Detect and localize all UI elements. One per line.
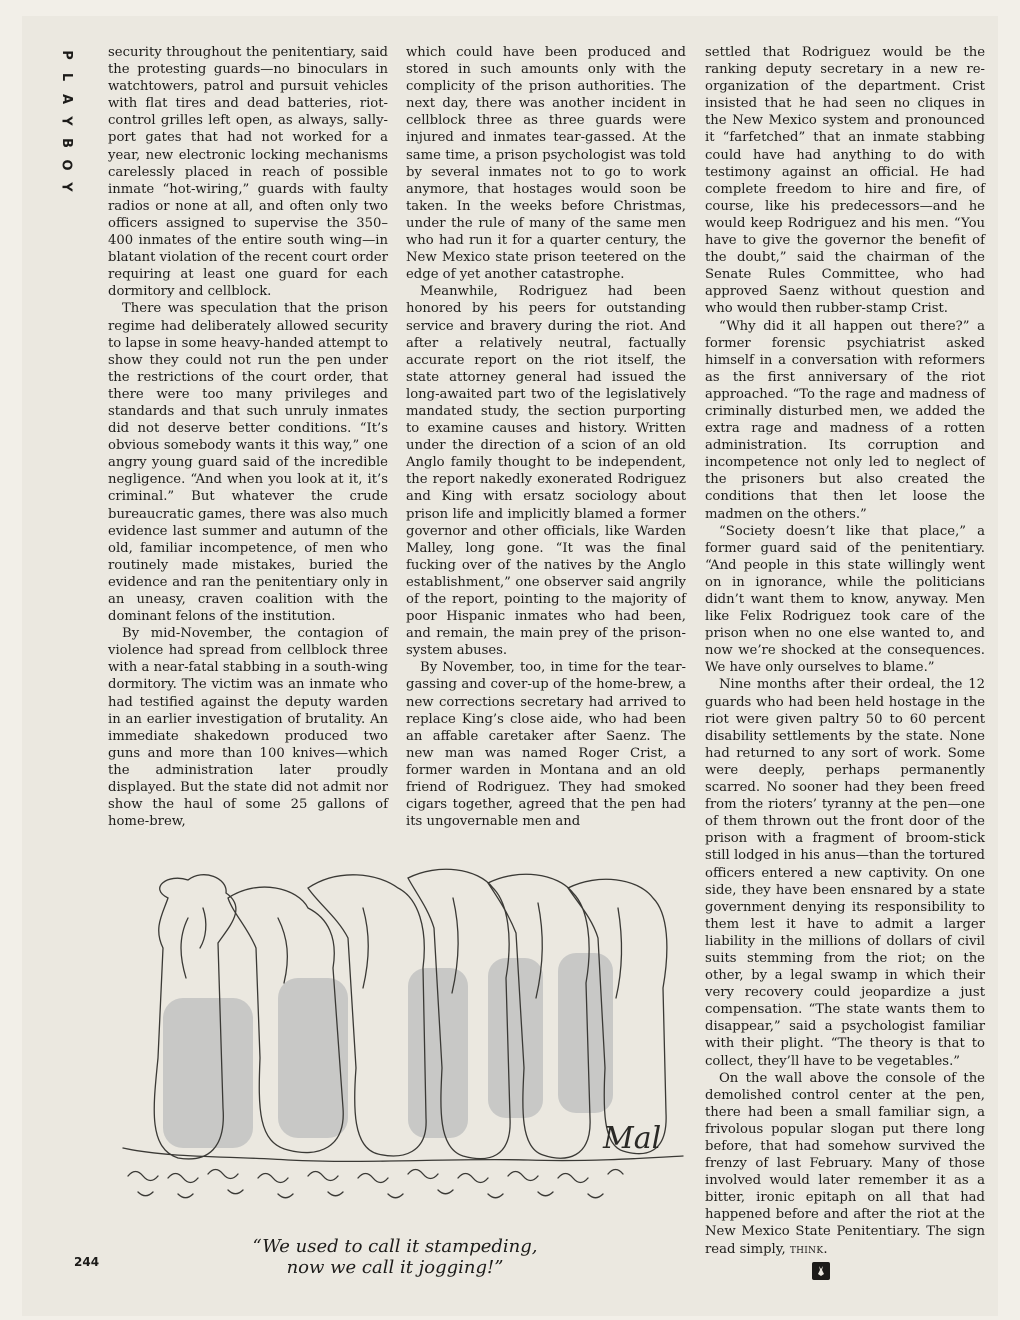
- article-column-3: [705, 44, 985, 1258]
- caption-line: now we call it jogging!”: [286, 1257, 504, 1278]
- article-column-1: [108, 44, 388, 830]
- mag-letter: Y: [58, 182, 74, 192]
- paragraph: Nine months after their ordeal, the 12 guards who had been held hostage in the riot were given paltry 50 to 60 percent disability settlements by the state. None had returned to any sort of work. Some were deeply, perhaps permanently scarred. No sooner had they been freed from the rioters’ tyranny at the pen—one of them thrown out the front door of the prison with a fragment of broom-stick still lodged in his anus—than the tortured officers entered a new captivity. On one side, they have been ensnared by a state government denying its responsibility to them lest it have to admit a larger liability in the millions of dollars of civil suits stemming from the riot; on the other, by a legal swamp in which their very recovery could jeopardize a just compensation. “The state wants them to disappear,” said a psychologist familiar with their plight. “The theory is that to collect, they’ll have to be vegetables.”: [705, 677, 985, 1069]
- final-paragraph-text: On the wall above the console of the demolished control center at the pen, there had been a small familiar sign, a frivolous popular slogan put there long before, that had somehow survived the frenzy of last February. Many of those involved would later remember it as a bitter, ironic epitaph on all that had happened before and after the riot at the New Mexico State Penitentiary. The sign read simply,: [705, 1070, 985, 1257]
- cartoon-illustration: [108, 858, 688, 1228]
- sign-word: think.: [789, 1241, 828, 1257]
- mag-letter: A: [59, 93, 74, 105]
- paragraph: By mid-November, the contagion of violence had spread from cellblock three with a near-fatal stabbing in a south-wing dormitory. The victim was an inmate who had testified against the deputy warden in an earlier investigation of brutality. An immediate shakedown produced two guns and more than 100 knives—which the administration later proudly displayed. But the state did not admit nor show the haul of some 25 gallons of home-brew,: [108, 626, 388, 830]
- mag-letter: P: [59, 50, 74, 60]
- mag-letter: B: [58, 138, 74, 148]
- magazine-name-vertical: [54, 44, 78, 198]
- paragraph: which could have been produced and stored in such amounts only with the complicity of the prison authorities. The next day, there was another incident in cellblock three as three guards were injured and inmates tear-gassed. At the same time, a prison psychologist was told by several inmates not to go to work anymore, that hostages would soon be taken. In the weeks before Christmas, under the rule of many of the same men who had run it for a quarter century, the New Mexico state prison teetered on the edge of yet another catastrophe.: [406, 45, 686, 283]
- paragraph: [705, 1070, 985, 1258]
- artist-signature: Mal: [603, 1121, 662, 1156]
- mag-letter: O: [59, 159, 74, 171]
- paragraph: By November, too, in time for the tear-gassing and cover-up of the home-brew, a new corrections secretary had arrived to replace King’s close aide, who had been an affable caretaker after Saenz. The new man was named Roger Crist, a former warden in Montana and an old friend of Rodriguez. They had smoked cigars together, agreed that the pen had its ungovernable men and: [406, 660, 686, 830]
- article-column-2: [406, 44, 686, 830]
- cartoon-caption: [235, 1236, 555, 1278]
- page-number: 244: [74, 1255, 100, 1269]
- paragraph: settled that Rodriguez would be the ranking deputy secretary in a new re-organization of the department. Crist insisted that he had seen no cliques in the New Mexico system and pronounced it “farfetched” that an inmate stabbing could have had anything to do with testimony against an official. He had complete freedom to hire and fire, of course, like his predecessors—and he would keep Rodriguez and his men. “You have to give the governor the benefit of the doubt,” said the chairman of the Senate Rules Committee, who had approved Saenz without question and who would then rubber-stamp Crist.: [705, 45, 985, 317]
- mag-letter: Y: [58, 116, 74, 126]
- paragraph: There was speculation that the prison regime had deliberately allowed security to lapse in some heavy-handed attempt to show they could not run the pen under the restrictions of the court order, that there were too many privileges and standards and that such unruly inmates did not deserve better conditions. “It’s obvious somebody wants it this way,” one angry young guard said of the incredible negligence. “And when you look at it, it’s criminal.” But whatever the crude bureaucratic games, there was also much evidence last summer and autumn of the old, familiar incompetence, of men who routinely made mistakes, buried the evidence and ran the penitentiary only in an uneasy, craven coalition with the dominant felons of the institution.: [108, 301, 389, 625]
- paragraph: “Why did it all happen out there?” a former forensic psychiatrist asked himself in a conversation with reformers as the first anniversary of the riot approached. “To the rage and madness of criminally disturbed men, we added the extra rage and madness of a rotten administration. Its corruption and incompetence not only led to neglect of the prisoners but also created the conditions that then let loose the madmen on the others.”: [705, 318, 985, 522]
- mag-letter: L: [58, 72, 74, 82]
- caption-line: “We used to call it stampeding,: [252, 1236, 538, 1257]
- paragraph: security throughout the penitentiary, said the protesting guards—no binoculars in watchtowers, patrol and pursuit vehicles with flat tires and dead batteries, riot-control grilles left open, as always, sally-port gates that had not worked for a year, new electronic locking mechanisms carelessly placed in reach of possible inmate “hot-wiring,” guards with faulty radios or none at all, and often only two officers assigned to supervise the 350–400 inmates of the entire south wing—in blatant violation of the recent court order requiring at least one guard for each dormitory and cellblock.: [108, 45, 388, 300]
- paragraph: “Society doesn’t like that place,” a former guard said of the penitentiary. “And people in this state willingly went on in ignorance, while the politicians didn’t want them to know, anyway. Men like Felix Rodriguez took care of the prison when no one else wanted to, and now we’re shocked at the consequences. We have only ourselves to blame.”: [705, 523, 985, 676]
- bunny-end-mark-icon: [812, 1262, 830, 1280]
- paragraph: Meanwhile, Rodriguez had been honored by his peers for outstanding service and bravery during the riot. And after a relatively neutral, factually accurate report on the riot itself, the state attorney general had issued the long-awaited part two of the legislatively mandated study, the section purporting to examine causes and history. Written under the direction of a scion of an old Anglo family thought to be independent, the report nakedly exonerated Rodriguez and King with ersatz sociology about prison life and implicitly blamed a former governor and other officials, like Warden Malley, long gone. “It was the final fucking over of the natives by the Anglo establishment,” one observer said angrily of the report, pointing to the majority of poor Hispanic inmates who had been, and remain, the main prey of the prison-system abuses.: [406, 284, 686, 659]
